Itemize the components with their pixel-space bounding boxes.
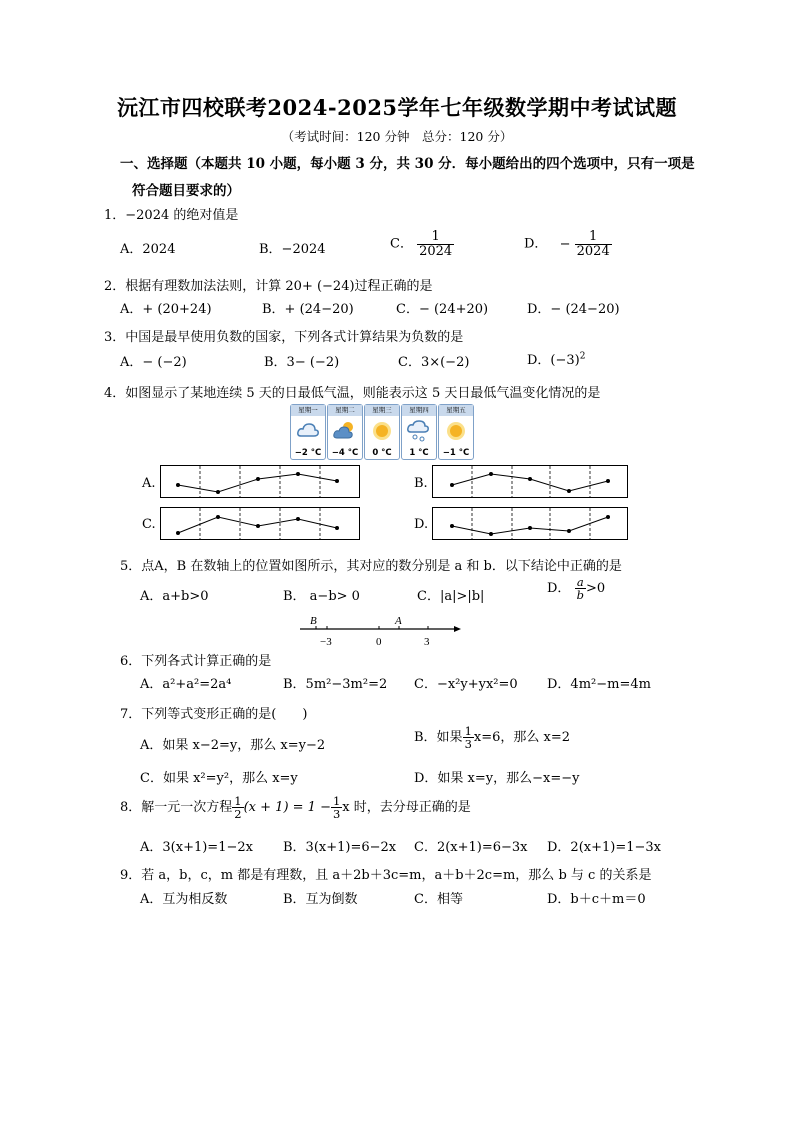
sun-icon <box>369 418 395 444</box>
weather-card-3: 星期三 0 °C <box>364 404 400 460</box>
q2-option-c: C．− (24+20) <box>396 302 489 317</box>
q4-option-d-label: D. <box>414 517 429 532</box>
weather-card-4: 星期四 1 °C <box>401 404 437 460</box>
q6-option-a: A．a²+a²=2a⁴ <box>140 677 232 692</box>
fraction: $\frac{1}{2}$ <box>234 794 242 822</box>
fraction: $\frac{a}{b}$ <box>576 575 584 603</box>
q6-option-c: C．−x²y+yx²=0 <box>414 677 518 692</box>
question-2-stem: 2．根据有理数加法法则，计算 20+ (−24)过程正确的是 <box>104 279 433 294</box>
q5-option-d: D． $\frac{a}{b}$ >0 <box>547 575 606 603</box>
cloud-snow-icon <box>406 418 432 444</box>
point-a-label: A <box>395 615 402 627</box>
q1-option-b: B．−2024 <box>259 242 326 257</box>
q8-option-d: D．2(x+1)=1−3x <box>547 840 661 855</box>
q2-option-b: B．+ (24−20) <box>262 302 354 317</box>
fraction: $\frac{1}{3}$ <box>332 794 341 822</box>
q1-option-a: A．2024 <box>120 242 176 257</box>
q6-option-d: D．4m²−m=4m <box>547 677 651 692</box>
exam-info: （考试时间：120 分钟 总分：120 分） <box>281 129 513 144</box>
section-header: 一、选择题（本题共 10 小题，每小题 3 分，共 30 分．每小题给出的四个选项中，只有一项是 <box>120 156 695 172</box>
sun-icon <box>443 418 469 444</box>
tick-label-3: 3 <box>424 636 430 648</box>
weather-figure <box>290 404 472 458</box>
q7-option-b: B．如果 $\frac{1}{3}$ x=6，那么 x=2 <box>414 724 571 752</box>
q3-option-c: C．3×(−2) <box>398 355 470 370</box>
q9-option-c: C．相等 <box>414 892 463 907</box>
fraction: $\frac{1}{2024}$ <box>576 229 610 259</box>
q4-option-a-chart <box>160 465 360 498</box>
q7-option-d: D．如果 x=y，那么−x=−y <box>414 771 580 786</box>
question-8-stem: 8．解一元一次方程 $\frac{1}{2}$ (x + 1) = 1 − $\frac{1}{3}$ x 时，去分母正确的是 <box>120 794 471 822</box>
q4-option-c-label: C. <box>142 517 156 532</box>
q6-option-b: B．5m²−3m²=2 <box>283 677 388 692</box>
question-1-stem: 1．−2024 的绝对值是 <box>104 208 239 223</box>
point-b-label: B <box>310 615 317 627</box>
q5-option-a: A．a+b>0 <box>140 589 209 604</box>
page-title: 沅江市四校联考2024-2025学年七年级数学期中考试试题 <box>116 95 678 120</box>
weather-card-1: 星期一 −2 °C <box>290 404 326 460</box>
q4-option-b-label: B. <box>414 476 428 491</box>
q4-option-a-label: A. <box>142 476 156 491</box>
q8-option-c: C．2(x+1)=6−3x <box>414 840 528 855</box>
q7-option-c: C．如果 x²=y²，那么 x=y <box>140 771 298 786</box>
section-header-cont: 符合题目要求的） <box>132 183 240 199</box>
tick-label-minus3: −3 <box>320 636 332 648</box>
weather-card-2: 星期二 −4 °C <box>327 404 363 460</box>
q3-option-a: A．− (−2) <box>120 355 187 370</box>
q4-option-d-chart <box>432 507 628 540</box>
q1-option-d: D． − $\frac{1}{2024}$ <box>524 229 610 259</box>
q2-option-a: A．+ (20+24) <box>120 302 212 317</box>
question-9-stem: 9．若 a，b，c，m 都是有理数，且 a＋2b＋3c=m，a＋b＋2c=m，那么 b 与 c 的关系是 <box>120 868 652 883</box>
question-3-stem: 3．中国是最早使用负数的国家，下列各式计算结果为负数的是 <box>104 330 464 345</box>
question-5-stem: 5．点A，B 在数轴上的位置如图所示，其对应的数分别是 a 和 b．以下结论中正确的是 <box>120 559 622 574</box>
q5-option-c: C．|a|>|b| <box>417 589 485 604</box>
q3-option-b: B．3− (−2) <box>264 355 340 370</box>
cloud-sun-icon <box>332 418 358 444</box>
q8-option-a: A．3(x+1)=1−2x <box>140 840 253 855</box>
q5-option-b: B． a−b> 0 <box>283 589 360 604</box>
q2-option-d: D．− (24−20) <box>527 302 620 317</box>
weather-card-5: 星期五 −1 °C <box>438 404 474 460</box>
q9-option-b: B．互为倒数 <box>283 892 358 907</box>
q4-option-c-chart <box>160 507 360 540</box>
fraction: $\frac{1}{3}$ <box>464 724 472 752</box>
q7-option-a: A．如果 x−2=y，那么 x=y−2 <box>140 738 326 753</box>
q8-option-b: B．3(x+1)=6−2x <box>283 840 397 855</box>
q1-option-c: C． $\frac{1}{2024}$ <box>390 229 453 259</box>
q3-option-d: D．$(-3)^2$ <box>527 351 586 368</box>
fraction: $\frac{1}{2024}$ <box>419 229 453 259</box>
question-7-stem: 7．下列等式变形正确的是( ) <box>120 707 308 722</box>
q4-option-b-chart <box>432 465 628 498</box>
question-6-stem: 6．下列各式计算正确的是 <box>120 654 272 669</box>
cloud-icon <box>295 418 321 444</box>
number-line <box>296 614 462 648</box>
q9-option-d: D．b＋c＋m＝0 <box>547 892 646 907</box>
tick-label-zero: 0 <box>376 636 382 648</box>
q9-option-a: A．互为相反数 <box>140 892 228 907</box>
question-4-stem: 4．如图显示了某地连续 5 天的日最低气温，则能表示这 5 天日最低气温变化情况的是 <box>104 386 601 401</box>
